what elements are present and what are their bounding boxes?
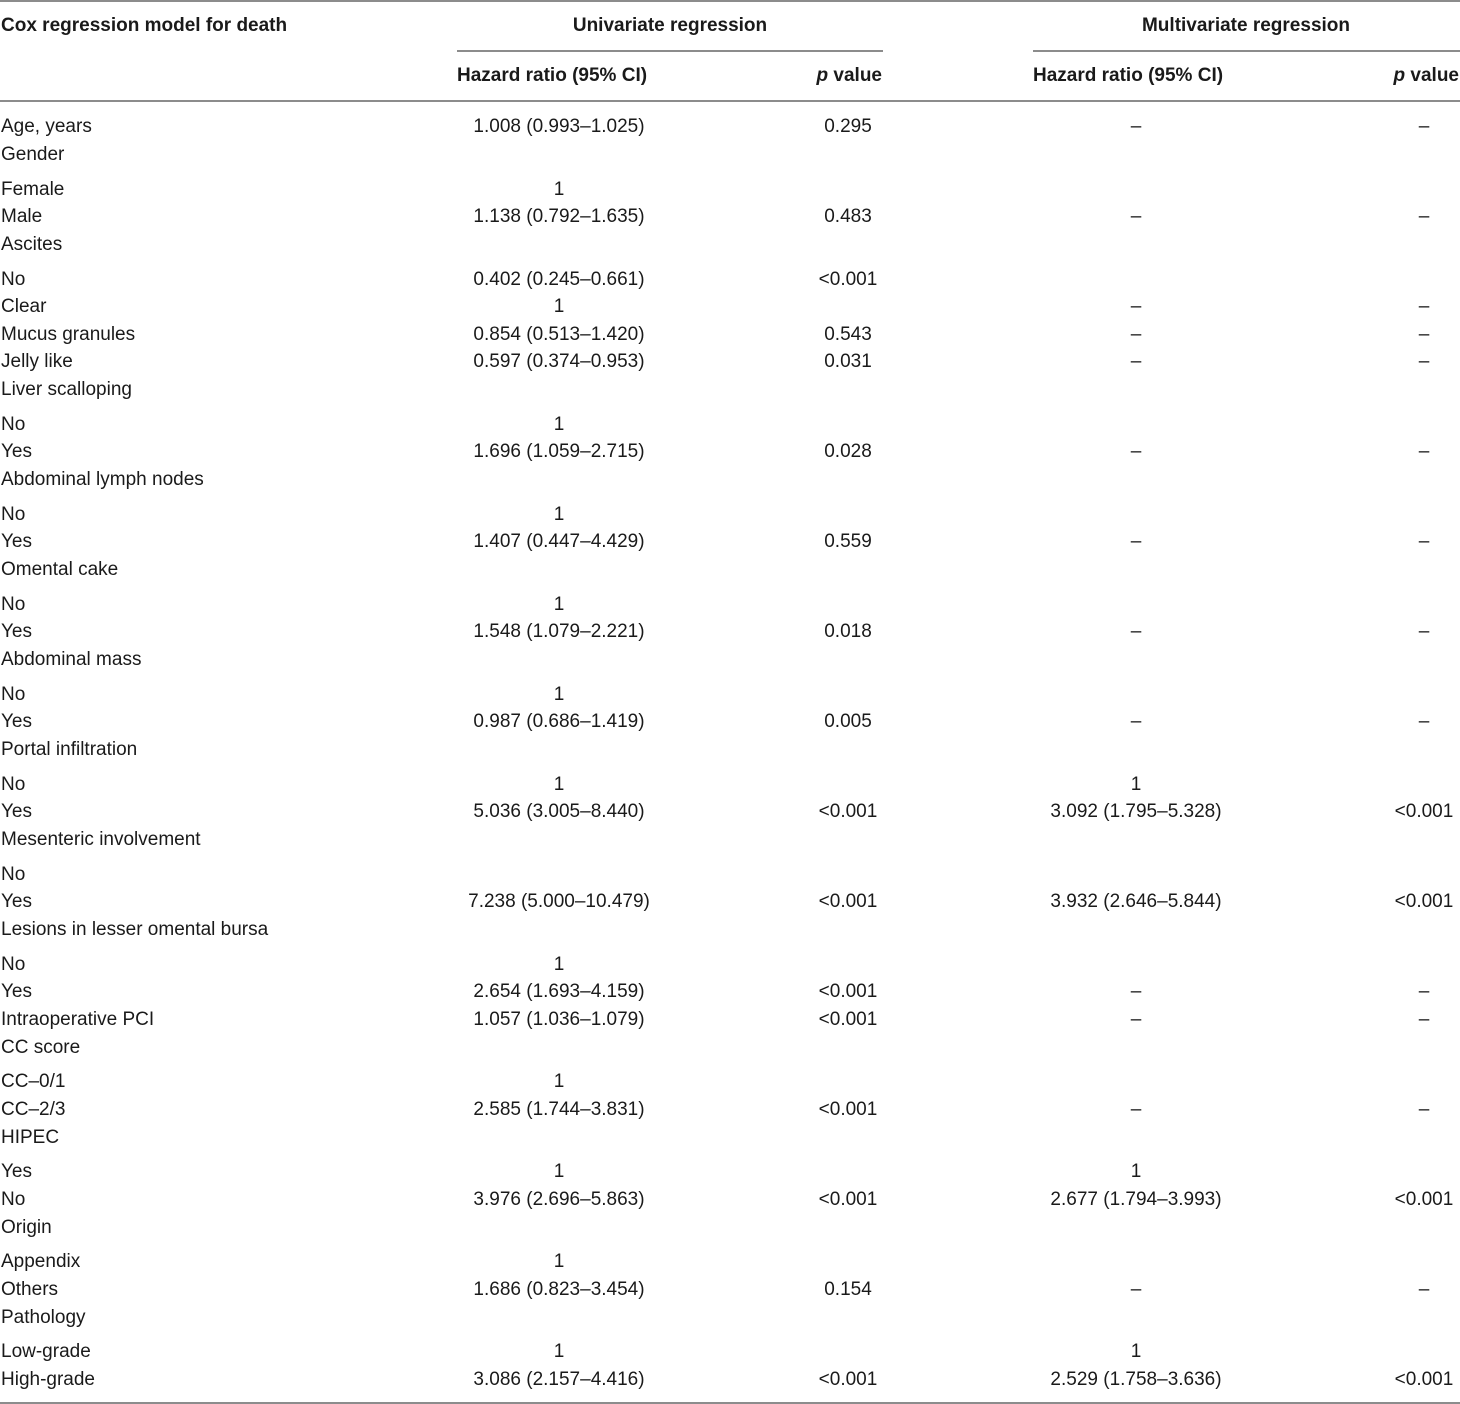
- univariate-hr-cell: 1: [553, 179, 565, 200]
- multivariate-hr-cell: –: [1130, 206, 1142, 227]
- univariate-p-cell: 0.031: [824, 351, 872, 372]
- row-label-cell: Yes: [1, 711, 32, 732]
- multivariate-p-cell: –: [1418, 531, 1430, 552]
- univariate-p-cell: <0.001: [818, 1189, 878, 1210]
- row-label-cell: Omental cake: [1, 559, 119, 580]
- row-label-cell: Age, years: [1, 116, 92, 137]
- multivariate-hr-cell: 3.092 (1.795–5.328): [1050, 801, 1222, 822]
- univariate-hr-cell: 0.854 (0.513–1.420): [473, 324, 645, 345]
- multivariate-p-cell: –: [1418, 441, 1430, 462]
- multivariate-p-cell: <0.001: [1394, 801, 1454, 822]
- multivariate-hr-cell: –: [1130, 351, 1142, 372]
- row-label-cell: No: [1, 954, 26, 975]
- row-label-cell: No: [1, 504, 26, 525]
- row-label-cell: No: [1, 684, 26, 705]
- univariate-hr-cell: 5.036 (3.005–8.440): [473, 801, 645, 822]
- multivariate-hr-cell: –: [1130, 621, 1142, 642]
- row-label-cell: Yes: [1, 621, 32, 642]
- univariate-hr-cell: 1.696 (1.059–2.715): [473, 441, 645, 462]
- header-rule: [0, 100, 1460, 102]
- multivariate-hr-cell: 1: [1130, 1341, 1142, 1362]
- row-label-cell: Pathology: [1, 1307, 86, 1328]
- row-label-cell: Ascites: [1, 234, 63, 255]
- multivariate-hr-cell: –: [1130, 296, 1142, 317]
- univariate-p-cell: <0.001: [818, 891, 878, 912]
- top-rule: [0, 0, 1460, 2]
- row-label-cell: Jelly like: [1, 351, 73, 372]
- row-label-cell: No: [1, 1189, 26, 1210]
- multivariate-p-cell: –: [1418, 351, 1430, 372]
- univariate-hr-header: Hazard ratio (95% CI): [457, 65, 648, 86]
- multivariate-p-cell: –: [1418, 296, 1430, 317]
- multivariate-hr-cell: –: [1130, 1009, 1142, 1030]
- multivariate-header: Multivariate regression: [1141, 15, 1351, 36]
- univariate-p-cell: <0.001: [818, 981, 878, 1002]
- multivariate-p-cell: –: [1418, 324, 1430, 345]
- univariate-p-cell: <0.001: [818, 269, 878, 290]
- univariate-hr-cell: 1: [553, 1161, 565, 1182]
- bottom-rule: [0, 1402, 1460, 1404]
- univariate-p-cell: 0.028: [824, 441, 872, 462]
- row-label-cell: Mesenteric involvement: [1, 829, 201, 850]
- row-label-cell: HIPEC: [1, 1127, 60, 1148]
- row-label-cell: Yes: [1, 891, 32, 912]
- univariate-p-cell: <0.001: [818, 1369, 878, 1390]
- univariate-header: Univariate regression: [572, 15, 768, 36]
- univariate-hr-cell: 1.008 (0.993–1.025): [473, 116, 645, 137]
- univariate-hr-cell: 1.138 (0.792–1.635): [473, 206, 645, 227]
- row-label-cell: No: [1, 594, 26, 615]
- multivariate-hr-cell: –: [1130, 1099, 1142, 1120]
- row-label-cell: No: [1, 864, 26, 885]
- row-label-cell: CC score: [1, 1037, 81, 1058]
- univariate-p-cell: 0.005: [824, 711, 872, 732]
- row-label-cell: Low-grade: [1, 1341, 91, 1362]
- multivariate-hr-cell: 1: [1130, 774, 1142, 795]
- univariate-hr-cell: 0.987 (0.686–1.419): [473, 711, 645, 732]
- univariate-hr-cell: 1: [553, 296, 565, 317]
- row-label-cell: Yes: [1, 981, 32, 1002]
- row-label-cell: No: [1, 414, 26, 435]
- row-label-cell: Intraoperative PCI: [1, 1009, 155, 1030]
- univariate-span-rule: [457, 50, 883, 52]
- univariate-hr-cell: 1: [553, 684, 565, 705]
- row-label-cell: Clear: [1, 296, 47, 317]
- row-label-cell: No: [1, 269, 26, 290]
- multivariate-p-cell: –: [1418, 1099, 1430, 1120]
- multivariate-hr-cell: 3.932 (2.646–5.844): [1050, 891, 1222, 912]
- multivariate-p-cell: <0.001: [1394, 891, 1454, 912]
- univariate-p-cell: <0.001: [818, 1009, 878, 1030]
- univariate-hr-cell: 2.585 (1.744–3.831): [473, 1099, 645, 1120]
- univariate-hr-cell: 2.654 (1.693–4.159): [473, 981, 645, 1002]
- multivariate-hr-cell: –: [1130, 981, 1142, 1002]
- multivariate-p-cell: <0.001: [1394, 1189, 1454, 1210]
- row-label-cell: Appendix: [1, 1251, 81, 1272]
- row-label-cell: No: [1, 774, 26, 795]
- p-italic: p: [816, 65, 829, 86]
- row-label-cell: Yes: [1, 531, 32, 552]
- multivariate-p-cell: <0.001: [1394, 1369, 1454, 1390]
- row-label-cell: Abdominal lymph nodes: [1, 469, 204, 490]
- multivariate-hr-cell: –: [1130, 1279, 1142, 1300]
- multivariate-p-cell: –: [1418, 711, 1430, 732]
- univariate-hr-cell: 1: [553, 594, 565, 615]
- row-label-cell: Others: [1, 1279, 59, 1300]
- univariate-hr-cell: 1: [553, 774, 565, 795]
- univariate-p-cell: 0.543: [824, 324, 872, 345]
- row-label-cell: Liver scalloping: [1, 379, 132, 400]
- univariate-p-cell: 0.018: [824, 621, 872, 642]
- row-label-cell: Mucus granules: [1, 324, 136, 345]
- univariate-hr-cell: 3.976 (2.696–5.863): [473, 1189, 645, 1210]
- multivariate-hr-cell: 1: [1130, 1161, 1142, 1182]
- multivariate-p-header: [1394, 64, 1459, 88]
- univariate-p-cell: <0.001: [818, 1099, 878, 1120]
- univariate-hr-cell: 1.686 (0.823–3.454): [473, 1279, 645, 1300]
- univariate-hr-cell: 1.548 (1.079–2.221): [473, 621, 645, 642]
- row-label-cell: Female: [1, 179, 65, 200]
- multivariate-hr-cell: 2.529 (1.758–3.636): [1050, 1369, 1222, 1390]
- row-label-cell: Yes: [1, 1161, 32, 1182]
- row-label-cell: High-grade: [1, 1369, 95, 1390]
- row-label-cell: Lesions in lesser omental bursa: [1, 919, 269, 940]
- p-rest: value: [1405, 65, 1459, 86]
- univariate-hr-cell: 1: [553, 1071, 565, 1092]
- p-rest: value: [828, 65, 882, 86]
- univariate-p-cell: 0.483: [824, 206, 872, 227]
- row-label-cell: Male: [1, 206, 43, 227]
- multivariate-hr-header: Hazard ratio (95% CI): [1033, 65, 1224, 86]
- row-label-cell: Gender: [1, 144, 65, 165]
- multivariate-p-cell: –: [1418, 621, 1430, 642]
- univariate-hr-cell: 0.402 (0.245–0.661): [473, 269, 645, 290]
- multivariate-p-cell: –: [1418, 206, 1430, 227]
- row-label-cell: Yes: [1, 441, 32, 462]
- univariate-hr-cell: 1: [553, 504, 565, 525]
- multivariate-hr-cell: –: [1130, 531, 1142, 552]
- multivariate-p-cell: –: [1418, 1279, 1430, 1300]
- row-label-header: Cox regression model for death: [1, 15, 288, 36]
- row-label-cell: Abdominal mass: [1, 649, 142, 670]
- multivariate-hr-cell: –: [1130, 711, 1142, 732]
- univariate-hr-cell: 1: [553, 414, 565, 435]
- multivariate-p-cell: –: [1418, 116, 1430, 137]
- univariate-hr-cell: 1.407 (0.447–4.429): [473, 531, 645, 552]
- univariate-p-header: [817, 64, 882, 88]
- p-italic: p: [1393, 65, 1406, 86]
- univariate-hr-cell: 1: [553, 1251, 565, 1272]
- row-label-cell: CC–0/1: [1, 1071, 66, 1092]
- univariate-hr-cell: 1: [553, 1341, 565, 1362]
- univariate-p-cell: 0.154: [824, 1279, 872, 1300]
- univariate-hr-cell: 3.086 (2.157–4.416): [473, 1369, 645, 1390]
- multivariate-hr-cell: –: [1130, 116, 1142, 137]
- row-label-cell: Portal infiltration: [1, 739, 138, 760]
- univariate-p-cell: <0.001: [818, 801, 878, 822]
- univariate-p-cell: 0.295: [824, 116, 872, 137]
- row-label-cell: CC–2/3: [1, 1099, 66, 1120]
- multivariate-p-cell: –: [1418, 1009, 1430, 1030]
- univariate-hr-cell: 1.057 (1.036–1.079): [473, 1009, 645, 1030]
- multivariate-hr-cell: 2.677 (1.794–3.993): [1050, 1189, 1222, 1210]
- multivariate-hr-cell: –: [1130, 441, 1142, 462]
- row-label-cell: Yes: [1, 801, 32, 822]
- multivariate-span-rule: [1033, 50, 1460, 52]
- univariate-hr-cell: 1: [553, 954, 565, 975]
- multivariate-hr-cell: –: [1130, 324, 1142, 345]
- univariate-p-cell: 0.559: [824, 531, 872, 552]
- multivariate-p-cell: –: [1418, 981, 1430, 1002]
- univariate-hr-cell: 0.597 (0.374–0.953): [473, 351, 645, 372]
- univariate-hr-cell: 7.238 (5.000–10.479): [468, 891, 650, 912]
- row-label-cell: Origin: [1, 1217, 52, 1238]
